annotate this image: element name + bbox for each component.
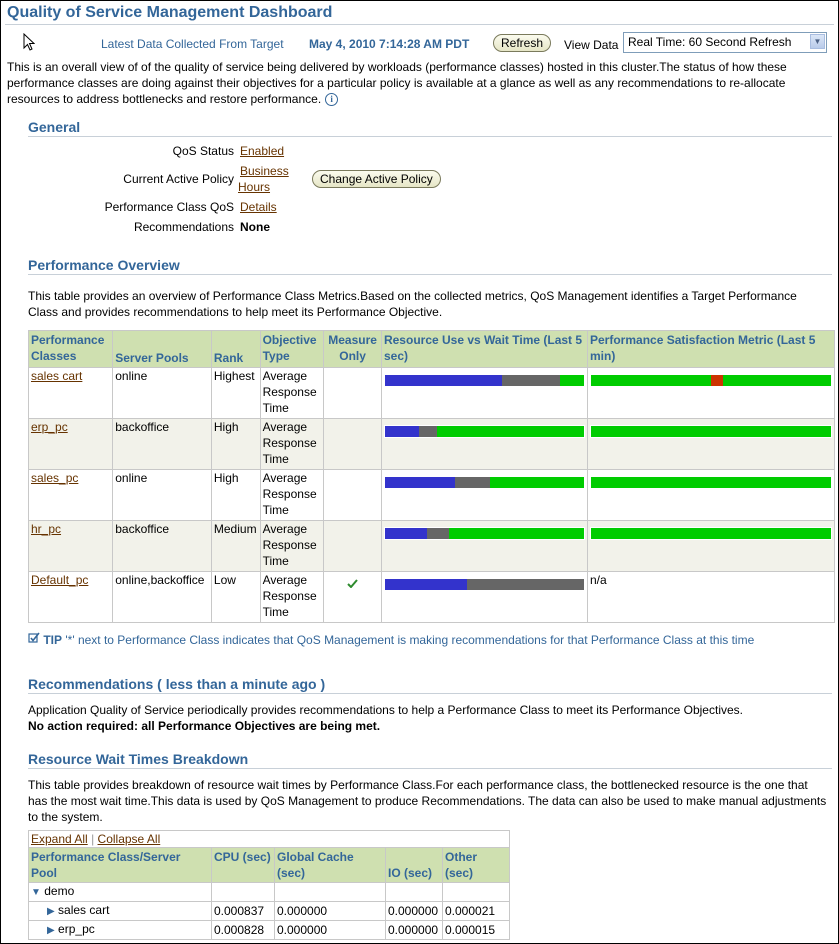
chevron-down-icon[interactable]: ▼ (810, 34, 825, 49)
recommendations-description: Application Quality of Service periodically provides recommendations to help a Performance Class to meet its Performance Objectives. (28, 703, 743, 717)
bar-segment (455, 477, 491, 488)
tip-icon (28, 633, 43, 647)
cpu-value: 0.000837 (212, 902, 275, 921)
overview-heading: Performance Overview (28, 257, 180, 273)
view-data-label: View Data (564, 38, 619, 52)
performance-class-link[interactable]: sales_pc (31, 471, 79, 485)
table-row (29, 572, 835, 623)
qos-status-label: QoS Status (172, 144, 234, 158)
bar-segment (711, 375, 723, 386)
overview-divider (28, 274, 832, 275)
tree-item-cell[interactable] (29, 921, 212, 940)
io-value: 0.000000 (386, 902, 443, 921)
performance-class-link[interactable]: erp_pc (31, 420, 68, 434)
pc-qos-details-link[interactable]: Details (240, 200, 277, 214)
rank: High (213, 420, 239, 434)
column-header: Performance Class/Server Pool (29, 848, 212, 883)
other-value: 0.000015 (443, 921, 510, 940)
recommendations-divider (28, 693, 832, 694)
global-cache-value: 0.000000 (275, 921, 386, 940)
overview-description: This table provides an overview of Performance Class Metrics.Based on the collected metrics, QoS Management identifies a Target Performance Class and provides recommendations to help meet its Performance Objective. (28, 289, 797, 319)
satisfaction-text: n/a (590, 573, 607, 587)
server-pools: online,backoffice (115, 573, 205, 587)
resource-use-bar (384, 476, 585, 489)
objective-type: Average Response Time (262, 573, 317, 619)
table-row (29, 419, 835, 470)
bar-segment (591, 375, 711, 386)
bar-segment (560, 375, 584, 386)
column-header: Rank (211, 331, 260, 368)
io-value: 0.000000 (386, 921, 443, 940)
bar-segment (467, 579, 584, 590)
table-header-row (29, 331, 835, 368)
table-row (29, 902, 510, 921)
collected-timestamp: May 4, 2010 7:14:28 AM PDT (309, 37, 470, 51)
general-heading: General (28, 119, 81, 135)
bar-segment (591, 528, 831, 539)
page-title: Quality of Service Management Dashboard (7, 4, 333, 21)
intro-paragraph: This is an overall view of of the quality of service being delivered by workloads (performance classes) hosted in this cluster.The status of how these performance classes are doing against their objectives for a particular policy is available at a glance as well as any recommendations to re-allocate resources to address bottlenecks and restore performance. (7, 60, 787, 106)
separator: | (91, 832, 95, 846)
resource-use-bar (384, 527, 585, 540)
column-header: Performance Satisfaction Metric (Last 5 min) (588, 331, 835, 368)
performance-class-link[interactable]: Default_pc (31, 573, 89, 587)
server-pools: backoffice (115, 420, 170, 434)
bar-segment (591, 477, 831, 488)
rank: High (213, 471, 239, 485)
table-row (29, 921, 510, 940)
active-policy-link-line1[interactable]: Business (240, 164, 289, 178)
wait-times-divider (28, 768, 832, 769)
mouse-cursor-icon (23, 33, 35, 55)
objective-type: Average Response Time (262, 522, 317, 568)
column-header: Global Cache (sec) (275, 848, 386, 883)
resource-use-bar (384, 425, 585, 438)
column-header: Server Pools (113, 331, 212, 368)
table-header-row (29, 848, 510, 883)
class-name: erp_pc (58, 922, 95, 936)
expand-triangle-icon[interactable]: ▶ (47, 906, 55, 917)
objective-type: Average Response Time (262, 471, 317, 517)
satisfaction-bar (590, 476, 832, 489)
bar-segment (385, 477, 455, 488)
active-policy-link-line2[interactable]: Hours (238, 180, 271, 194)
class-name: sales cart (58, 903, 110, 917)
rank: Medium (213, 522, 257, 536)
satisfaction-bar (590, 527, 832, 540)
cpu-value: 0.000828 (212, 921, 275, 940)
wait-times-description: This table provides breakdown of resource wait times by Performance Class.For each performance class, the bottlenecked resource is the one that has the most wait time.This data is used by QoS Management to produce Recommendations. The data can also be used to make manual adjustments to the system. (28, 778, 827, 824)
refresh-button[interactable]: Refresh (493, 34, 551, 52)
bar-segment (385, 528, 427, 539)
expand-all-link[interactable]: Expand All (31, 832, 88, 846)
checkmark-icon (347, 576, 358, 592)
column-header: Resource Use vs Wait Time (Last 5 sec) (381, 331, 587, 368)
bar-segment (427, 528, 449, 539)
server-pools: online (115, 471, 148, 485)
bar-segment (437, 426, 584, 437)
bar-segment (490, 477, 584, 488)
other-value: 0.000021 (443, 902, 510, 921)
recommendations-value: None (240, 220, 270, 234)
column-header: Other (sec) (443, 848, 510, 883)
expand-triangle-icon[interactable]: ▶ (47, 925, 55, 936)
tree-item-cell[interactable] (29, 902, 212, 921)
view-data-selected: Real Time: 60 Second Refresh (628, 35, 792, 49)
performance-class-link[interactable]: sales cart (31, 369, 83, 383)
rank: Low (213, 573, 236, 587)
qos-status-link[interactable]: Enabled (240, 144, 285, 158)
bar-segment (502, 375, 560, 386)
title-divider (5, 24, 834, 25)
table-row (29, 368, 835, 419)
general-divider (28, 136, 832, 137)
resource-use-bar (384, 578, 585, 591)
group-label: demo (44, 884, 75, 898)
satisfaction-bar (590, 425, 832, 438)
objective-type: Average Response Time (262, 420, 317, 466)
pc-qos-label: Performance Class QoS (104, 200, 234, 214)
bar-segment (419, 426, 437, 437)
tip-note (28, 632, 754, 647)
recommendations-status: No action required: all Performance Objectives are being met. (28, 719, 381, 733)
server-pools: online (115, 369, 148, 383)
info-icon[interactable]: i (325, 93, 338, 106)
wait-times-table (28, 830, 510, 940)
recommendations-label: Recommendations (133, 220, 234, 234)
tip-text: '*' next to Performance Class indicates that QoS Management is making recommendations for that Performance Class at this time (65, 633, 755, 647)
performance-class-link[interactable]: hr_pc (31, 522, 62, 536)
recommendations-heading: Recommendations ( less than a minute ago ) (28, 676, 326, 692)
collected-label: Latest Data Collected From Target (101, 37, 284, 51)
global-cache-value: 0.000000 (275, 902, 386, 921)
tip-label: TIP (43, 633, 63, 647)
bar-segment (449, 528, 584, 539)
rank: Highest (213, 369, 255, 383)
view-data-select[interactable] (623, 32, 827, 53)
change-active-policy-button[interactable]: Change Active Policy (312, 170, 441, 188)
collapse-all-link[interactable]: Collapse All (97, 832, 161, 846)
column-header: IO (sec) (386, 848, 443, 883)
tree-group-row (29, 883, 510, 902)
wait-times-heading: Resource Wait Times Breakdown (28, 751, 249, 767)
satisfaction-bar (590, 374, 832, 387)
column-header: CPU (sec) (212, 848, 275, 883)
performance-overview-table (28, 330, 835, 623)
intro-text (7, 59, 833, 107)
column-header: Measure Only (324, 331, 382, 368)
bar-segment (385, 579, 467, 590)
column-header: Objective Type (260, 331, 324, 368)
active-policy-label: Current Active Policy (123, 172, 234, 186)
bar-segment (723, 375, 831, 386)
tree-group-cell[interactable] (29, 883, 212, 902)
bar-segment (385, 375, 502, 386)
bar-segment (591, 426, 831, 437)
table-row (29, 470, 835, 521)
collapse-triangle-icon[interactable]: ▼ (31, 887, 41, 898)
table-row (29, 521, 835, 572)
expand-collapse-row (29, 831, 510, 848)
column-header: Performance Classes (29, 331, 113, 368)
bar-segment (385, 426, 419, 437)
server-pools: backoffice (115, 522, 170, 536)
resource-use-bar (384, 374, 585, 387)
objective-type: Average Response Time (262, 369, 317, 415)
